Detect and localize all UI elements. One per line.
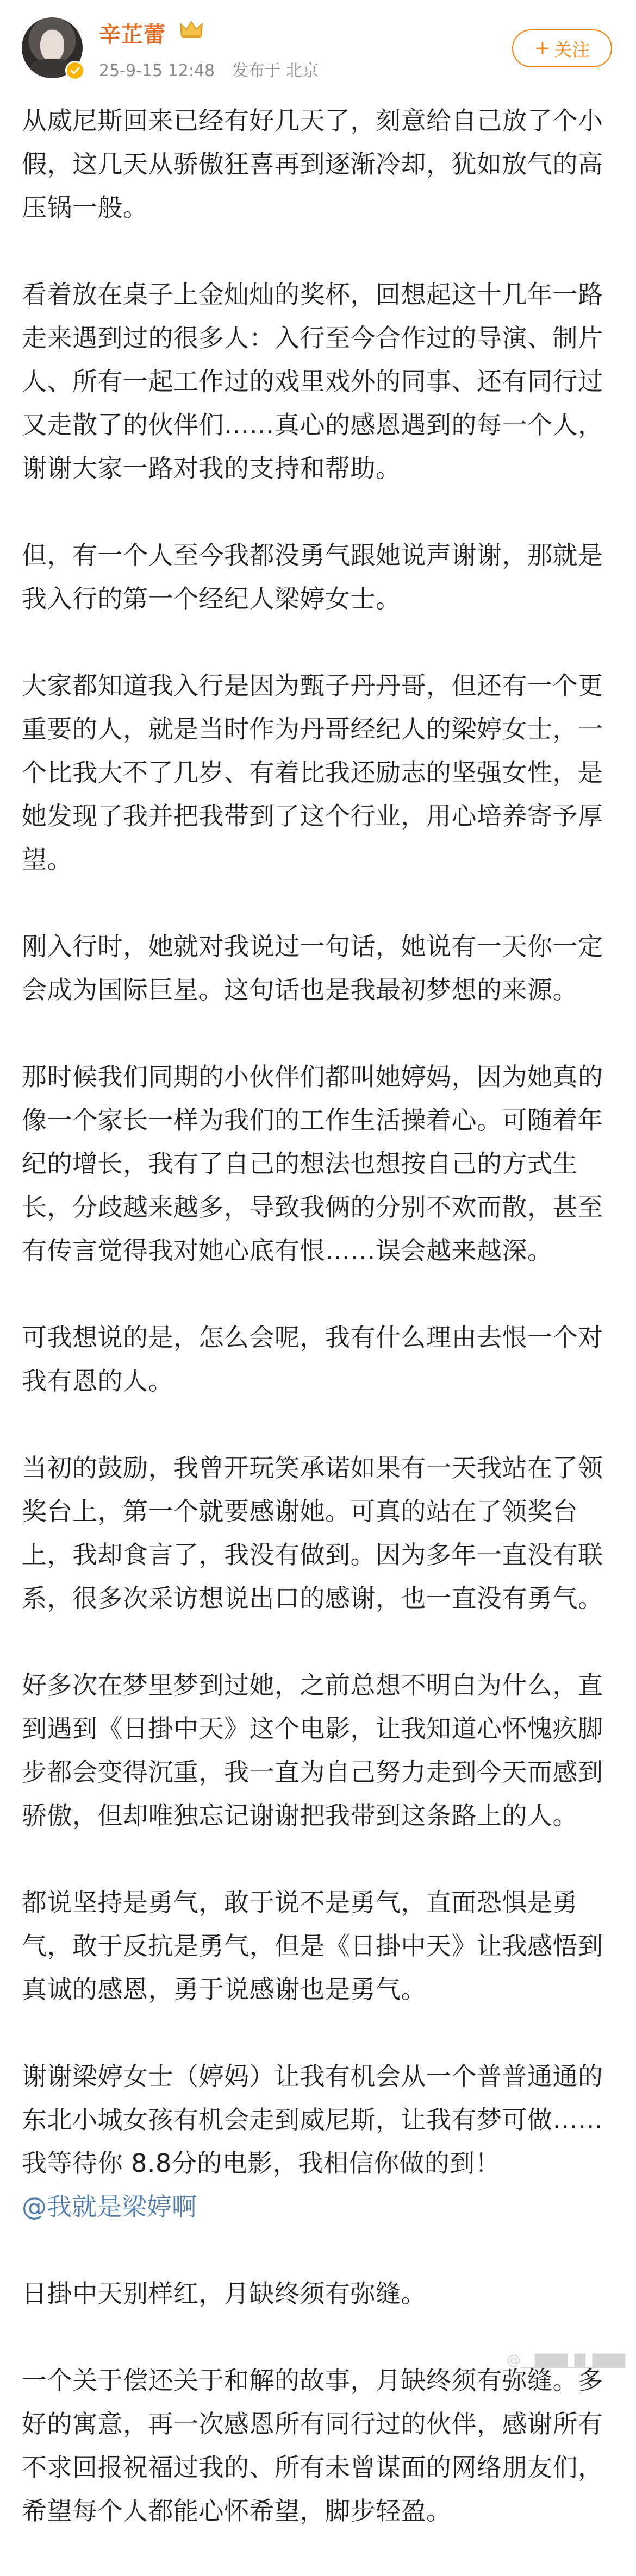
follow-label: 关注: [554, 39, 590, 60]
paragraph: 大家都知道我入行是因为甄子丹丹哥，但还有一个更重要的人，就是当时作为丹哥经纪人的梁婷女士，一个比我大不了几岁、有着比我还励志的坚强女性，是她发现了我并把我带到了这个行业，用心培养寄予厚望。: [22, 671, 603, 874]
post-timestamp: 25-9-15 12:48: [99, 61, 215, 80]
paragraph: 都说坚持是勇气，敢于说不是勇气，直面恐惧是勇气，敢于反抗是勇气，但是《日掛中天》让我感悟到真诚的感恩，勇于说感谢也是勇气。: [22, 1888, 603, 2004]
paragraph: 当初的鼓励，我曾开玩笑承诺如果有一天我站在了领奖台上，第一个就要感谢她。可真的站在了领奖台上，我却食言了，我没有做到。因为多年一直没有联系，很多次采访想说出口的感谢，也一直没有勇气。: [22, 1453, 603, 1613]
paragraph: 从威尼斯回来已经有好几天了，刻意给自己放了个小假，这几天从骄傲狂喜再到逐渐冷却，犹如放气的高压锅一般。: [22, 106, 603, 222]
paragraph: 可我想说的是，怎么会呢，我有什么理由去恨一个对我有恩的人。: [22, 1323, 603, 1396]
paragraph: 但，有一个人至今我都没勇气跟她说声谢谢，那就是我入行的第一个经纪人梁婷女士。: [22, 541, 603, 613]
post-header: [0, 0, 636, 92]
plus-icon: +: [534, 37, 551, 59]
follow-button[interactable]: [512, 29, 612, 67]
verified-badge-icon: [65, 61, 85, 80]
paragraph: 谢谢梁婷女士（婷妈）让我有机会从一个普普通通的东北小城女孩有机会走到威尼斯，让我有梦可做……我等待你 8.8分的电影，我相信你做的到！: [22, 2062, 603, 2178]
paragraph: 日掛中天别样红，月缺终须有弥缝。: [22, 2279, 426, 2308]
author-name[interactable]: 辛芷蕾: [99, 22, 166, 47]
watermark: @__▇▇▇_▇_▇▇▇: [507, 2352, 625, 2368]
paragraph: 好多次在梦里梦到过她，之前总想不明白为什么，直到遇到《日掛中天》这个电影，让我知道心怀愧疚脚步都会变得沉重，我一直为自己努力走到今天而感到骄傲，但却唯独忘记谢谢把我带到这条路上的人。: [22, 1670, 603, 1830]
mention-link[interactable]: @我就是梁婷啊: [22, 2192, 197, 2221]
paragraph: 那时候我们同期的小伙伴们都叫她婷妈，因为她真的像一个家长一样为我们的工作生活操着心。可随着年纪的增长，我有了自己的想法也想按自己的方式生长，分歧越来越多，导致我俩的分别不欢而散，甚至有传言觉得我对她心底有恨……误会越来越深。: [22, 1062, 603, 1265]
avatar-face: [40, 30, 64, 61]
paragraph: 看着放在桌子上金灿灿的奖杯，回想起这十几年一路走来遇到过的很多人：入行至今合作过的导演、制片人、所有一起工作过的戏里戏外的同事、还有同行过又走散了的伙伴们……真心的感恩遇到的每一个人，谢谢大家一路对我的支持和帮助。: [22, 280, 603, 483]
post-meta: [99, 57, 331, 81]
crown-icon: [179, 20, 203, 39]
paragraph: 一个关于偿还关于和解的故事，月缺终须有弥缝。多好的寓意，再一次感恩所有同行过的伙伴，感谢所有不求回报祝福过我的、所有未曾谋面的网络朋友们，希望每个人都能心怀希望，脚步轻盈。: [22, 2366, 603, 2525]
post-source: 发布于 北京: [232, 61, 319, 80]
post-body: [22, 99, 617, 2576]
paragraph: 刚入行时，她就对我说过一句话，她说有一天你一定会成为国际巨星。这句话也是我最初梦想的来源。: [22, 932, 603, 1004]
